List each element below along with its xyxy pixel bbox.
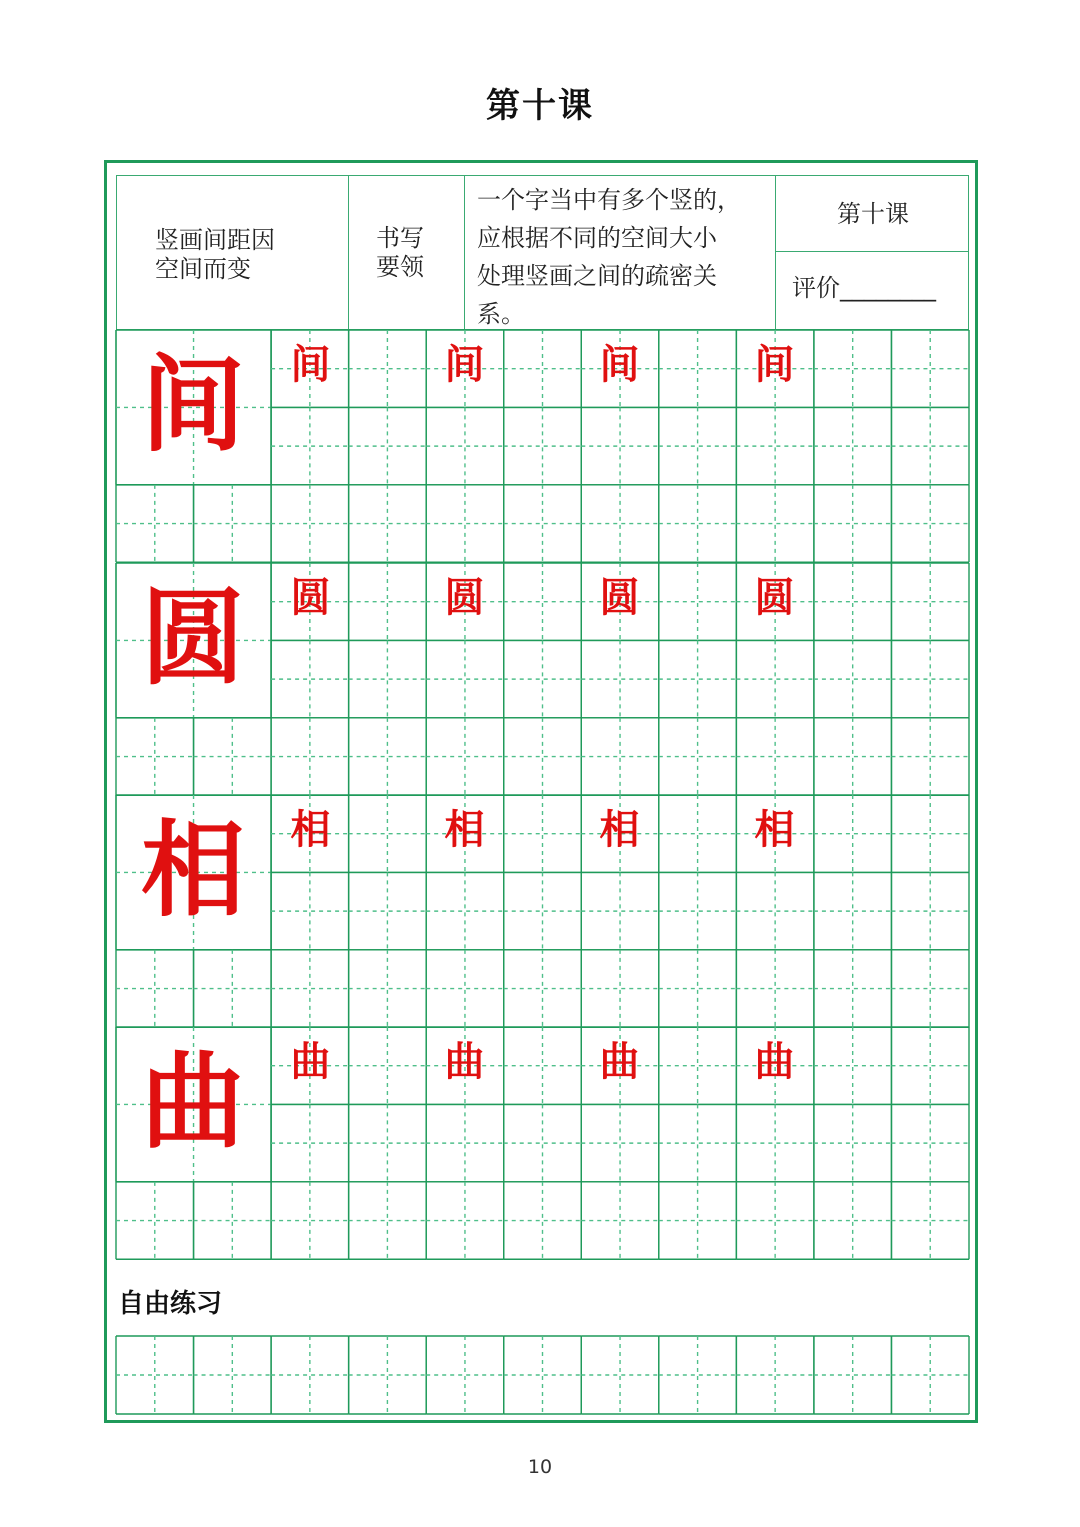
- trace-character: 圆: [754, 574, 795, 621]
- header-tips-label-line-1: 书写: [376, 224, 424, 252]
- trace-character: 间: [754, 341, 795, 388]
- trace-character: 间: [444, 341, 485, 388]
- trace-character: 相: [599, 806, 640, 853]
- trace-character: 间: [290, 341, 331, 388]
- trace-character: 相: [290, 806, 331, 853]
- header-tips-text-line-3: 处理竖画之间的疏密关: [477, 262, 717, 290]
- header-rating: 评价________: [792, 274, 936, 302]
- trace-character: 相: [754, 806, 795, 853]
- trace-character: 圆: [599, 574, 640, 621]
- header-tips-text-line-2: 应根据不同的空间大小: [477, 224, 717, 252]
- trace-character: 曲: [444, 1038, 485, 1085]
- header-tips-label-line-2: 要领: [376, 253, 424, 281]
- model-character: 间: [140, 343, 245, 466]
- trace-character: 圆: [290, 574, 331, 621]
- trace-character: 圆: [444, 574, 485, 621]
- page-title: 第十课: [486, 86, 594, 126]
- header-topic-line-2: 空间而变: [155, 255, 251, 283]
- model-character: 圆: [140, 576, 245, 699]
- header-tips-text-line-1: 一个字当中有多个竖的，: [477, 186, 741, 214]
- model-character: 相: [140, 808, 245, 931]
- trace-character: 曲: [290, 1038, 331, 1085]
- header-tips-text-line-4: 系。: [477, 300, 525, 328]
- trace-character: 曲: [754, 1038, 795, 1085]
- trace-character: 相: [444, 806, 485, 853]
- header-lesson: 第十课: [837, 200, 909, 228]
- free-practice-label: 自由练习: [118, 1289, 223, 1319]
- page-number: 10: [527, 1456, 553, 1478]
- trace-character: 间: [599, 341, 640, 388]
- header-topic-line-1: 竖画间距因: [155, 226, 275, 254]
- model-character: 曲: [140, 1040, 245, 1163]
- trace-character: 曲: [599, 1038, 640, 1085]
